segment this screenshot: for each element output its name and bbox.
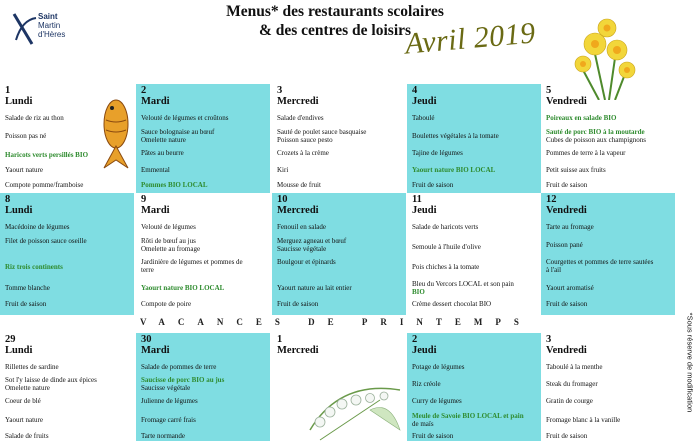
menu-item: Kiri xyxy=(277,166,289,174)
menu-item: Gratin de courge xyxy=(546,397,593,405)
day-name: Mercredi xyxy=(277,345,319,356)
menu-item: Saucisse de porc BIO au jus xyxy=(141,376,225,384)
day-cell-apr-9 xyxy=(136,193,270,315)
menu-item: Yaourt nature BIO LOCAL xyxy=(412,166,496,174)
day-cell-apr-2 xyxy=(136,84,270,193)
day-number: 1 xyxy=(277,334,283,345)
menu-item: Fromage blanc à la vanille xyxy=(546,416,621,424)
day-cell-apr-3 xyxy=(272,84,406,193)
menu-item: Boulettes végétales à la tomate xyxy=(412,132,499,140)
menu-item: Semoule à l'huile d'olive xyxy=(412,243,481,251)
menu-item: Macédoine de légumes xyxy=(5,223,70,231)
month-label: Avril 2019 xyxy=(403,16,537,61)
day-name: Vendredi xyxy=(546,205,587,216)
day-number: 10 xyxy=(277,194,288,205)
menu-item: Poisson pas né xyxy=(5,132,47,140)
day-number: 12 xyxy=(546,194,557,205)
logo-mark-icon xyxy=(10,10,38,50)
menu-item: Courgettes et pommes de terre sautées xyxy=(546,258,654,266)
lily-of-the-valley-illustration-icon xyxy=(300,360,410,441)
menu-item: Mousse de fruit xyxy=(277,181,321,189)
side-note-text: *Sous réserve de modification xyxy=(685,312,695,413)
menu-item: Poisson pané xyxy=(546,241,583,249)
day-name: Jeudi xyxy=(412,205,437,216)
menu-item: Crozets à la crème xyxy=(277,149,329,157)
menu-item: Rillettes de sardine xyxy=(5,363,59,371)
menu-item: Fruit de saison xyxy=(412,181,454,189)
menu-item: Taboulé à la menthe xyxy=(546,363,603,371)
title-line-2: & des centres de loisirs xyxy=(258,22,412,39)
menu-item: Pommes de terre à la vapeur xyxy=(546,149,626,157)
vacation-banner xyxy=(140,317,540,327)
day-number: 3 xyxy=(546,334,552,345)
menu-item: Potage de légumes xyxy=(412,363,465,371)
menu-item: Yaourt nature xyxy=(5,166,43,174)
menu-item: Salade de fruits xyxy=(5,432,49,440)
menu-item: Pois chiches à la tomate xyxy=(412,263,480,271)
menu-item: Fruit de saison xyxy=(546,181,588,189)
menu-item: Rôti de bœuf au jus xyxy=(141,237,196,245)
vacation-banner-text: VACANCES DE PRINTEMPS xyxy=(140,317,532,327)
day-cell-apr-8 xyxy=(0,193,134,315)
menu-item: Poireaux en salade BIO xyxy=(546,114,617,122)
menu-item: Fruit de saison xyxy=(277,300,319,308)
menu-item: Pâtes au beurre xyxy=(141,149,184,157)
menu-item: Fenouil en salade xyxy=(277,223,326,231)
menu-item: Pommes BIO LOCAL xyxy=(141,181,208,189)
menu-item: Crème dessert chocolat BIO xyxy=(412,300,492,308)
menu-item: Emmental xyxy=(141,166,170,174)
day-name: Jeudi xyxy=(412,96,437,107)
menu-item: Tarte au fromage xyxy=(546,223,594,231)
menu-item: terre xyxy=(141,266,154,274)
day-number: 29 xyxy=(5,334,16,345)
day-number: 2 xyxy=(141,85,147,96)
menu-item: à l'ail xyxy=(546,266,562,274)
day-name: Vendredi xyxy=(546,345,587,356)
day-number: 11 xyxy=(412,194,422,205)
week-2 xyxy=(0,193,676,315)
menu-item: Merguez agneau et bœuf xyxy=(277,237,347,245)
menu-item: Fruit de saison xyxy=(412,432,454,440)
menu-item: Velouté de légumes xyxy=(141,223,196,231)
title-line-1: Menus* des restaurants scolaires xyxy=(226,3,444,20)
menu-item: Fruit de saison xyxy=(546,432,588,440)
menu-item: Cubes de poisson aux champignons xyxy=(546,136,646,144)
day-name: Mercredi xyxy=(277,96,319,107)
day-name: Vendredi xyxy=(546,96,587,107)
menu-item: Salade de haricots verts xyxy=(412,223,479,231)
menu-item: de maïs xyxy=(412,420,434,428)
menu-item: Riz créole xyxy=(412,380,441,388)
saint-martin-dheres-logo xyxy=(8,4,88,54)
day-name: Lundi xyxy=(5,205,33,216)
day-number: 30 xyxy=(141,334,152,345)
day-number: 1 xyxy=(5,85,11,96)
day-cell-may-3 xyxy=(541,333,675,441)
menu-item: Jardinière de légumes et pommes de xyxy=(141,258,243,266)
menu-item: Haricots verts persillés BIO xyxy=(5,151,89,159)
day-name: Jeudi xyxy=(412,345,437,356)
menu-item: Tomme blanche xyxy=(5,284,50,292)
menu-item: Compote de poire xyxy=(141,300,192,308)
menu-item: Poisson sauce pesto xyxy=(277,136,333,144)
menu-item: Julienne de légumes xyxy=(141,397,198,405)
menu-item: Sot l'y laisse de dinde aux épices xyxy=(5,376,97,384)
menu-item: Curry de légumes xyxy=(412,397,462,405)
day-cell-apr-5 xyxy=(541,84,675,193)
menu-item: Sauté de porc BIO à la moutarde xyxy=(546,128,645,136)
menu-item: Riz trois continents xyxy=(5,263,63,271)
logo-text: Saint Martin d'Hères xyxy=(38,12,66,39)
day-cell-apr-12 xyxy=(541,193,675,315)
menu-item: Sauce bolognaise au bœuf xyxy=(141,128,215,136)
day-cell-apr-29 xyxy=(0,333,134,441)
menu-item: Steak du fromager xyxy=(546,380,598,388)
side-note xyxy=(680,300,696,440)
menu-item: Omelette au fromage xyxy=(141,245,201,253)
fish-illustration-icon xyxy=(96,92,136,172)
menu-item: Boulgour et épinards xyxy=(277,258,336,266)
day-cell-may-2 xyxy=(407,333,541,441)
menu-item: Velouté de légumes et croûtons xyxy=(141,114,229,122)
day-name: Mardi xyxy=(141,205,170,216)
menu-item: Yaourt nature au lait entier xyxy=(277,284,352,292)
menu-item: Compote pomme/framboise xyxy=(5,181,84,189)
menu-item: Sauté de poulet sauce basquaise xyxy=(277,128,367,136)
menu-item: Salade de riz au thon xyxy=(5,114,64,122)
menu-item: Omelette nature xyxy=(5,384,50,392)
day-cell-apr-10 xyxy=(272,193,406,315)
menu-item: Omelette nature xyxy=(141,136,186,144)
day-number: 4 xyxy=(412,85,418,96)
day-number: 3 xyxy=(277,85,283,96)
day-name: Lundi xyxy=(5,96,33,107)
day-name: Mercredi xyxy=(277,205,319,216)
menu-item: Meule de Savoie BIO LOCAL et pain xyxy=(412,412,524,420)
menu-item: Petit suisse aux fruits xyxy=(546,166,606,174)
menu-item: Yaourt aromatisé xyxy=(546,284,594,292)
day-number: 2 xyxy=(412,334,418,345)
day-cell-apr-11 xyxy=(407,193,541,315)
menu-item: Fruit de saison xyxy=(5,300,47,308)
menu-item: Yaourt nature BIO LOCAL xyxy=(141,284,225,292)
day-number: 8 xyxy=(5,194,11,205)
menu-item: BIO xyxy=(412,288,425,296)
menu-item: Fruit de saison xyxy=(546,300,588,308)
day-name: Lundi xyxy=(5,345,33,356)
day-number: 5 xyxy=(546,85,552,96)
menu-item: Bleu du Vercors LOCAL et son pain xyxy=(412,280,514,288)
menu-item: Coeur de blé xyxy=(5,397,41,405)
day-name: Mardi xyxy=(141,345,170,356)
day-cell-apr-4 xyxy=(407,84,541,193)
menu-item: Saucisse végétale xyxy=(277,245,327,253)
day-cell-apr-30 xyxy=(136,333,270,441)
day-name: Mardi xyxy=(141,96,170,107)
menu-item: Filet de poisson sauce oseille xyxy=(5,237,87,245)
menu-item: Saucisse végétale xyxy=(141,384,191,392)
menu-item: Fromage carré frais xyxy=(141,416,196,424)
menu-item: Yaourt nature xyxy=(5,416,43,424)
menu-item: Tajine de légumes xyxy=(412,149,463,157)
menu-item: Taboulé xyxy=(412,114,435,122)
menu-item: Salade d'endives xyxy=(277,114,324,122)
menu-item: Salade de pommes de terre xyxy=(141,363,217,371)
menu-item: Tarte normande xyxy=(141,432,186,440)
day-number: 9 xyxy=(141,194,147,205)
